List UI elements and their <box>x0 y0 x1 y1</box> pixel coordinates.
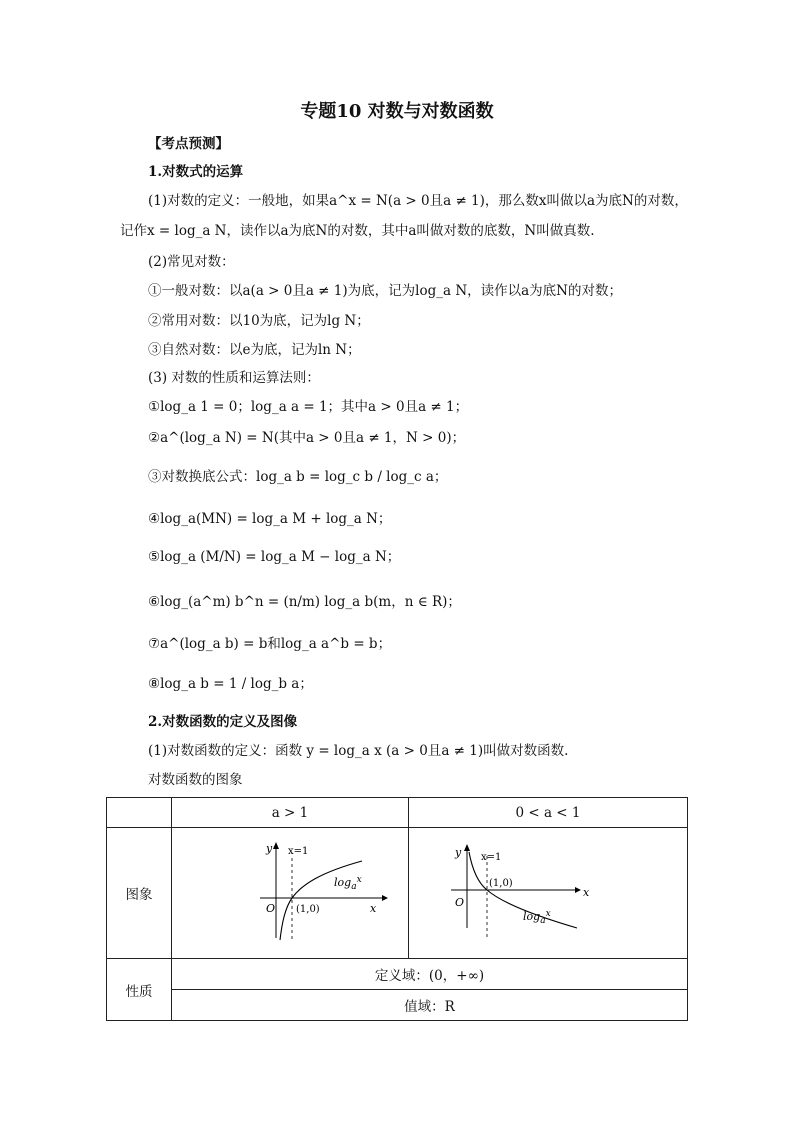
log-function-graph-table <box>106 797 688 1021</box>
properties-heading: (3) 对数的性质和运算法则： <box>148 370 320 386</box>
origin-label: O <box>455 896 465 909</box>
table-corner-cell <box>107 798 172 828</box>
y-axis-label: y <box>266 842 273 855</box>
asymptote-label: x=1 <box>481 852 502 863</box>
common-log-general: ①一般对数：以a(a > 0且a ≠ 1)为底，记为log_a N，读作以a为底N的对数； <box>148 283 622 299</box>
section-1-heading: 1.对数式的运算 <box>148 164 244 180</box>
header-a-between-0-1: 0 < a < 1 <box>409 798 688 828</box>
y-axis-arrow <box>464 844 470 851</box>
property-8: ⑧log_a b = 1 / log_b a； <box>148 676 313 692</box>
common-log-ln: ③自然对数：以e为底，记为ln N； <box>148 342 361 358</box>
x-axis-arrow <box>382 895 388 901</box>
domain-cell: 定义域：(0，+∞) <box>172 959 688 990</box>
x-axis-label: x <box>583 886 590 899</box>
log-function-definition: (1)对数函数的定义：函数 y = log_a x (a > 0且a ≠ 1)叫做对数函数. <box>148 743 569 759</box>
graph-increasing-log <box>172 828 408 954</box>
log-definition-line-2: 记作x = log_a N，读作以a为底N的对数，其中a叫做对数的底数，N叫做真数. <box>120 223 595 239</box>
point-label: (1,0) <box>296 904 320 915</box>
curve-label: $\log_a^x$ <box>523 909 551 926</box>
property-4: ④log_a(MN) = log_a M + log_a N； <box>148 511 392 527</box>
header-a-greater-1: a > 1 <box>172 798 409 828</box>
origin-label: O <box>266 902 276 915</box>
row-label-properties: 性质 <box>107 959 172 1021</box>
property-1: ①log_a 1 = 0；log_a a = 1；其中a > 0且a ≠ 1； <box>148 399 469 415</box>
log-definition-line-1: (1)对数的定义：一般地，如果a^x = N(a > 0且a ≠ 1)，那么数x叫做以a为底N的对数， <box>148 193 688 209</box>
property-7: ⑦a^(log_a b) = b和log_a a^b = b； <box>148 636 392 652</box>
range-cell: 值域：R <box>172 990 688 1021</box>
property-6: ⑥log_(a^m) b^n = (n/m) log_a b(m，n ∈ R)； <box>148 594 461 610</box>
page-title: 专题10 对数与对数函数 <box>300 101 494 122</box>
graph-decreasing-log <box>409 828 687 954</box>
common-logs-heading: (2)常见对数： <box>148 254 235 270</box>
asymptote-label: x=1 <box>288 846 309 857</box>
section-2-heading: 2.对数函数的定义及图像 <box>148 714 298 730</box>
curve-label: $\log_a^x$ <box>334 875 362 892</box>
section-tag: 【考点预测】 <box>148 136 229 152</box>
graph-cell-decreasing <box>409 828 688 959</box>
common-log-lg: ②常用对数：以10为底，记为lg N； <box>148 313 370 329</box>
y-axis-label: y <box>455 846 462 859</box>
x-axis-arrow <box>575 887 581 893</box>
property-2: ②a^(log_a N) = N(其中a > 0且a ≠ 1，N > 0)； <box>148 430 466 446</box>
point-label: (1,0) <box>489 878 513 889</box>
property-5: ⑤log_a (M/N) = log_a M − log_a N； <box>148 549 401 565</box>
graph-caption: 对数函数的图象 <box>148 772 243 788</box>
row-label-graph: 图象 <box>107 828 172 959</box>
property-3-change-of-base: ③对数换底公式：log_a b = log_c b / log_c a； <box>148 469 448 485</box>
graph-cell-increasing <box>172 828 409 959</box>
x-axis-label: x <box>370 902 377 915</box>
y-axis-arrow <box>273 842 279 849</box>
